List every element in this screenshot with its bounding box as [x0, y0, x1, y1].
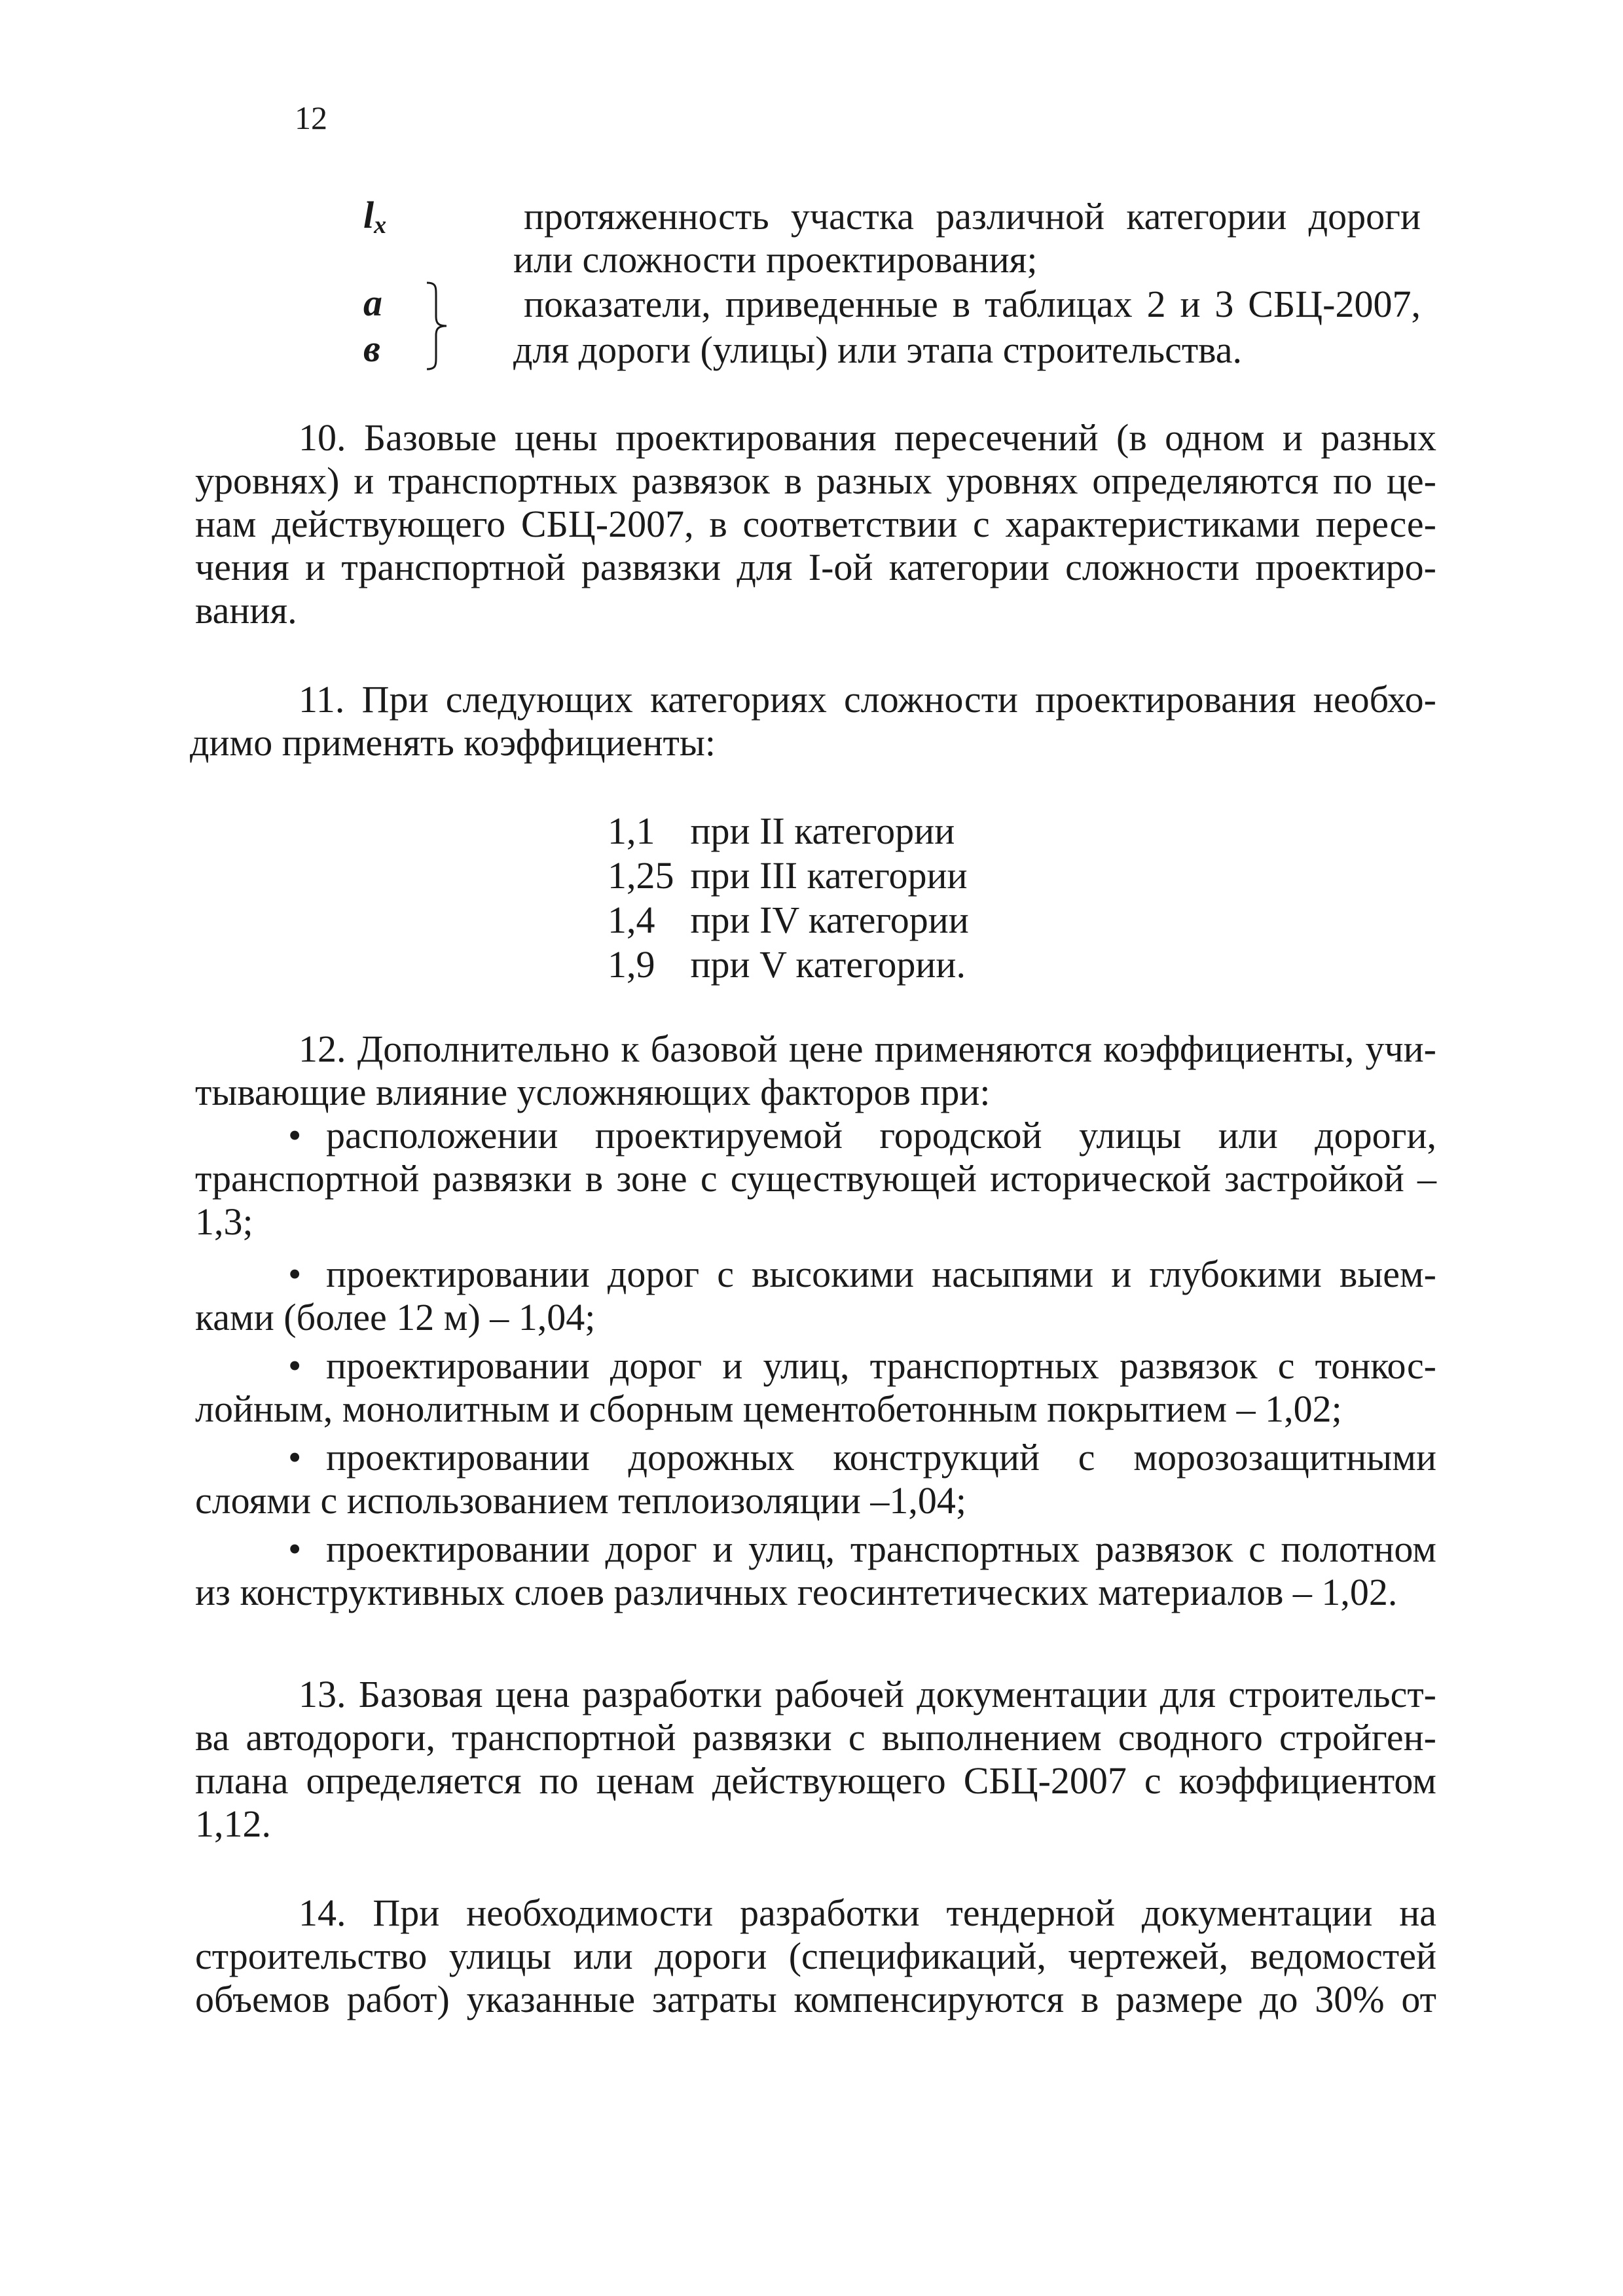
text-line: лойным, монолитным и сборным цементобетонным покрытием – 1,02; — [195, 1388, 1342, 1430]
coefficient-label: при V категории. — [690, 943, 966, 986]
text-line: 11. При следующих категориях сложности проектирования необхо- — [299, 678, 1436, 721]
legend-description-line: показатели, приведенные в таблицах 2 и 3 СБЦ-2007, — [524, 283, 1421, 325]
paragraph-13 — [195, 1673, 1436, 1846]
coefficient-value: 1,4 — [608, 899, 655, 941]
coefficient-value: 1,25 — [608, 854, 674, 897]
coefficient-label: при II категории — [690, 810, 955, 852]
coefficient-value: 1,9 — [608, 943, 655, 986]
text-line: строительство улицы или дороги (спецификаций, чертежей, ведомостей — [195, 1935, 1436, 1977]
paragraph-12 — [195, 1028, 1436, 1614]
text-line: 1,3; — [195, 1200, 253, 1243]
text-line: вания. — [195, 589, 297, 632]
coefficient-value: 1,1 — [608, 810, 655, 852]
bullet-line: • проектировании дорог и улиц, транспортных развязок с тонкос- — [288, 1344, 1436, 1387]
bullet-icon: • — [288, 1528, 302, 1570]
legend-symbol-lx: $l_x$ — [363, 194, 387, 239]
paragraph-11 — [190, 678, 1436, 764]
paragraph-10 — [195, 416, 1436, 632]
text-line: 13. Базовая цена разработки рабочей документации для строительст- — [299, 1673, 1436, 1715]
text-line: тывающие влияние усложняющих факторов при: — [195, 1071, 991, 1113]
text-line: слоями с использованием теплоизоляции –1,04; — [195, 1479, 966, 1522]
coefficient-label: при IV категории — [690, 899, 969, 941]
legend-description-line: или сложности проектирования; — [513, 238, 1038, 281]
text-line: 14. При необходимости разработки тендерной документации на — [299, 1892, 1436, 1934]
text-line: 1,12. — [195, 1803, 271, 1845]
coefficient-row — [608, 809, 969, 853]
text-line: ками (более 12 м) – 1,04; — [195, 1296, 596, 1338]
coefficient-row — [608, 898, 969, 942]
bullet-line: • проектировании дорог и улиц, транспортных развязок с полотном — [288, 1528, 1436, 1570]
symbol-legend — [0, 0, 1623, 393]
bullet-line: • расположении проектируемой городской улицы или дороги, — [288, 1114, 1436, 1157]
coefficient-label: при III категории — [690, 854, 968, 897]
coefficient-row — [608, 942, 969, 987]
bullet-icon: • — [288, 1436, 302, 1479]
legend-symbol-a: а — [363, 281, 382, 324]
text-line: плана определяется по ценам действующего СБЦ-2007 с коэффициентом — [195, 1759, 1436, 1802]
curly-brace-icon — [424, 280, 450, 372]
text-line: транспортной развязки в зоне с существующей исторической застройкой – — [195, 1157, 1436, 1200]
legend-description-a — [524, 283, 1421, 326]
coefficient-row — [608, 853, 969, 898]
legend-symbol-v: в — [363, 327, 380, 370]
text-line: уровнях) и транспортных развязок в разных уровнях определяются по це- — [195, 459, 1436, 502]
coefficient-list — [608, 809, 969, 987]
legend-description-line: протяженность участка различной категории дороги — [524, 195, 1421, 238]
bullet-line: • проектировании дорожных конструкций с морозозащитными — [288, 1436, 1436, 1479]
text-line: 12. Дополнительно к базовой цене применяются коэффициенты, учи- — [299, 1028, 1436, 1070]
text-line: нам действующего СБЦ-2007, в соответствии с характеристиками пересе- — [195, 503, 1436, 545]
paragraph-14 — [195, 1892, 1436, 2021]
text-line: объемов работ) указанные затраты компенсируются в размере до 30% от — [195, 1978, 1436, 2020]
text-line: 10. Базовые цены проектирования пересечений (в одном и разных — [299, 416, 1436, 459]
bullet-icon: • — [288, 1253, 302, 1295]
text-line: ва автодороги, транспортной развязки с выполнением сводного стройген- — [195, 1716, 1436, 1759]
legend-description-line: для дороги (улицы) или этапа строительства. — [513, 329, 1243, 371]
page-number: 12 — [295, 99, 327, 136]
legend-description-v — [513, 329, 1410, 372]
bullet-icon: • — [288, 1114, 302, 1157]
legend-description-lx — [513, 195, 1421, 281]
text-line: димо применять коэффициенты: — [190, 721, 716, 764]
text-line: из конструктивных слоев различных геосинтетических материалов – 1,02. — [195, 1571, 1398, 1613]
bullet-line: • проектировании дорог с высокими насыпями и глубокими выем- — [288, 1253, 1436, 1295]
text-line: чения и транспортной развязки для I-ой категории сложности проектиро- — [195, 546, 1436, 588]
bullet-icon: • — [288, 1344, 302, 1387]
